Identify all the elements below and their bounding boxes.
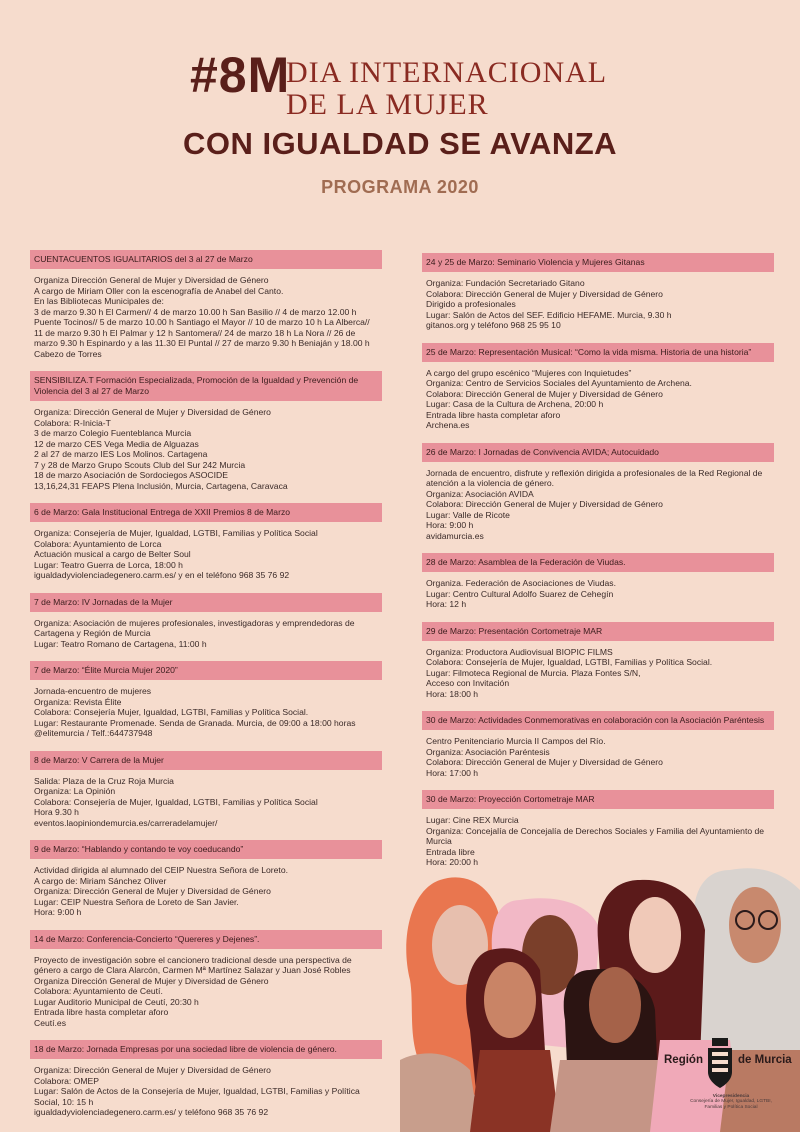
event-section [422,443,774,546]
event-details: Organiza: Consejería de Mujer, Igualdad, LGTBI, Familias y Política Social Colabora: Ayuntamiento de Lorca Actuación musical a cargo de Belter Soul Lugar: Teatro Guerra de Lorca, 18:00 h igualdadyviolenciadegenero.carm.es/ y en el teléfono 968 35 76 92 [34,528,318,580]
event-title: 14 de Marzo: Conferencia-Concierto “Quereres y Dejenes”. [30,930,382,949]
right-column [422,253,774,880]
logo-sub-1: Vicepresidencia [712,1094,750,1099]
event-details: Lugar: Cine REX Murcia Organiza: Concejalía de Concejalía de Derechos Sociales y Familia del Ayuntamiento de Murcia Entrada libre Hora: 20:00 h [426,815,765,867]
logo-sub-2: Consejería de Mujer, Igualdad, LGTBI, [690,1099,772,1105]
event-details: Organiza: Asociación de mujeres profesionales, investigadoras y emprendedoras de Cartagena y Región de Murcia Lugar: Teatro Romano de Cartagena, 11:00 h [34,617,355,649]
event-section [30,751,382,833]
event-details: Centro Penitenciario Murcia II Campos del Río. Organiza: Asociación Paréntesis Colabora: Dirección General de Mujer y Diversidad de Género Hora: 17:00 h [426,736,663,778]
event-details: Proyecto de investigación sobre el cancionero tradicional desde una perspectiva de género a cargo de Clara Alarcón, Carmen Mª Martínez Salazar y Juan José Robles Organiza Dirección General de Mujer y Diversidad de Género Colabora: Ayuntamiento de Ceutí. Lugar Auditorio Municipal de Ceutí, 20:30 h Entrada libre hasta completar aforo Ceutí.es [34,954,352,1028]
event-title: 18 de Marzo: Jornada Empresas por una sociedad libre de violencia de género. [30,1040,382,1059]
event-title: 6 de Marzo: Gala Institucional Entrega de XXII Premios 8 de Marzo [30,503,382,522]
event-section [30,661,382,743]
event-title: SENSIBILIZA.T Formación Especializada, Promoción de la Igualdad y Prevención de Violencia del 3 al 27 de Marzo [30,371,382,401]
left-column [30,250,382,1130]
event-title: 25 de Marzo: Representación Musical: “Como la vida misma. Historia de una historia” [422,343,774,362]
event-section [422,711,774,782]
program-title: PROGRAMA 2020 [321,177,479,197]
event-title: 9 de Marzo: “Hablando y contando te voy coeducando” [30,840,382,859]
event-details: Jornada-encuentro de mujeres Organiza: Revista Élite Colabora: Consejería Mujer, Igualdad, LGTBI, Familias y Política Social. Lugar: Restaurante Promenade. Senda de Granada. Murcia, de 09:00 a 18:00 horas @elitemurcia / Telf.:644737948 [34,686,356,738]
event-title: 30 de Marzo: Actividades Conmemorativas en colaboración con la Asociación Paréntesis [422,711,774,730]
event-title: 29 de Marzo: Presentación Cortometraje MAR [422,622,774,641]
event-details: Salida: Plaza de la Cruz Roja Murcia Organiza: La Opinión Colabora: Consejería de Mujer, Igualdad, LGTBI, Familias y Política Social Hora 9.30 h eventos.laopiniondemurcia.es/carreradelamujer/ [34,775,318,828]
event-details: Organiza: Dirección General de Mujer y Diversidad de Género Colabora: R-Inicia-T 3 de marzo Colegio Fuenteblanca Murcia 12 de marzo CES Vega Media de Alguazas 2 al 27 de marzo IES Los Molinos. Cartagena 7 y 28 de Marzo Grupo Scouts Club del Sur 242 Murcia 18 de marzo Asociación de Sordociegos ASOCIDE 13,16,24,31 FEAPS Plena Inclusión, Murcia, Cartagena, Caravaca [34,407,288,491]
event-section [422,553,774,614]
hashtag: #8M [190,47,291,103]
logo-text-murcia: de Murcia [738,1054,792,1066]
event-details: Organiza: Fundación Secretariado Gitano Colabora: Dirección General de Mujer y Diversidad de Género Dirigido a profesionales Lugar: Salón de Actos del SEF. Edificio HEFAME. Murcia, 9.30 h gitanos.org y teléfono 968 25 95 10 [426,278,672,330]
event-section [30,503,382,585]
event-title: 7 de Marzo: IV Jornadas de la Mujer [30,593,382,612]
event-title: 26 de Marzo: I Jornadas de Convivencia AVIDA; Autocuidado [422,443,774,462]
event-title: 28 de Marzo: Asamblea de la Federación de Viudas. [422,553,774,572]
event-details: Organiza: Dirección General de Mujer y Diversidad de Género Colabora: OMEP Lugar: Salón de Actos de la Consejería de Mujer, Igualdad, LGTBI, Familias y Política Social, 10: 15 h igualdadyviolenciadegenero.carm.es/ y teléfono 968 35 76 92 [34,1065,360,1117]
event-title: CUENTACUENTOS IGUALITARIOS del 3 al 27 de Marzo [30,250,382,269]
event-section [422,622,774,704]
event-title: 8 de Marzo: V Carrera de la Mujer [30,751,382,770]
event-details: Actividad dirigida al alumnado del CEIP Nuestra Señora de Loreto. A cargo de: Miriam Sánchez Oliver Organiza: Dirección General de Mujer y Diversidad de Género Lugar: CEIP Nuestra Señora de Loreto de San Javier. Hora: 9:00 h [34,865,288,917]
event-title: 7 de Marzo: “Élite Murcia Mujer 2020” [30,661,382,680]
coat-of-arms-icon [706,1038,734,1090]
event-details: Jornada de encuentro, disfrute y reflexión dirigida a profesionales de la Red Regional de atención a la violencia de género. Organiza: Asociación AVIDA Colabora: Dirección General de Mujer y Diversidad de Género Lugar: Valle de Ricote Hora: 9:00 h avidamurcia.es [426,467,763,541]
event-details: Organiza: Productora Audiovisual BIOPIC FILMS Colabora: Consejería de Mujer, Igualdad, LGTBI, Familias y Política Social. Lugar: Filmoteca Regional de Murcia. Plaza Fontes S/N, Acceso con Invitación Hora: 18:00 h [426,646,713,699]
event-section [30,371,382,495]
event-section [422,253,774,335]
event-details: Organiza. Federación de Asociaciones de Viudas. Lugar: Centro Cultural Adolfo Suarez de Cehegín Hora: 12 h [426,578,616,609]
event-title: 30 de Marzo: Proyección Cortometraje MAR [422,790,774,809]
slogan: CON IGUALDAD SE AVANZA [182,126,618,161]
event-title: 24 y 25 de Marzo: Seminario Violencia y Mujeres Gitanas [422,253,774,272]
title-line-1: DIA INTERNACIONAL [286,56,608,89]
event-section [30,593,382,654]
event-section [30,1040,382,1122]
event-details: A cargo del grupo escénico “Mujeres con Inquietudes” Organiza: Centro de Servicios Sociales del Ayuntamiento de Archena. Colabora: Dirección General de Mujer y Diversidad de Género Lugar: Casa de la Cultura de Archena, 20:00 h Entrada libre hasta completar aforo Archena.es [426,367,692,430]
event-section [30,250,382,363]
logo-text-region: Región [664,1054,703,1066]
logo-subtitle [676,1094,786,1110]
event-section [30,840,382,922]
event-section [422,343,774,435]
logo-sub-3: Familias y Política Social [704,1104,758,1110]
title-line-2: DE LA MUJER [286,88,489,121]
event-details: Organiza Dirección General de Mujer y Diversidad de Género A cargo de Miriam Oller con la escenografía de Anabel del Canto. En las Bibliotecas Municipales de: 3 de marzo 9.30 h El Carmen// 4 de marzo 10.00 h San Basilio // 4 de marzo 12.00 h Puente Tocinos// 5 de marzo 10.00 h Santiago el Mayor // 10 de marzo 10 h La Alberca// 11 de marzo 9.30 h El Palmar y 12 h Santomera// 24 de marzo 18 h La Nora // 26 de marzo 9.30 h Espinardo y a las 11.30 El Puntal // 27 de marzo 9.30 h Beniaján y 18.00 h Cabezo de Torres [34,275,370,359]
event-section [30,930,382,1033]
